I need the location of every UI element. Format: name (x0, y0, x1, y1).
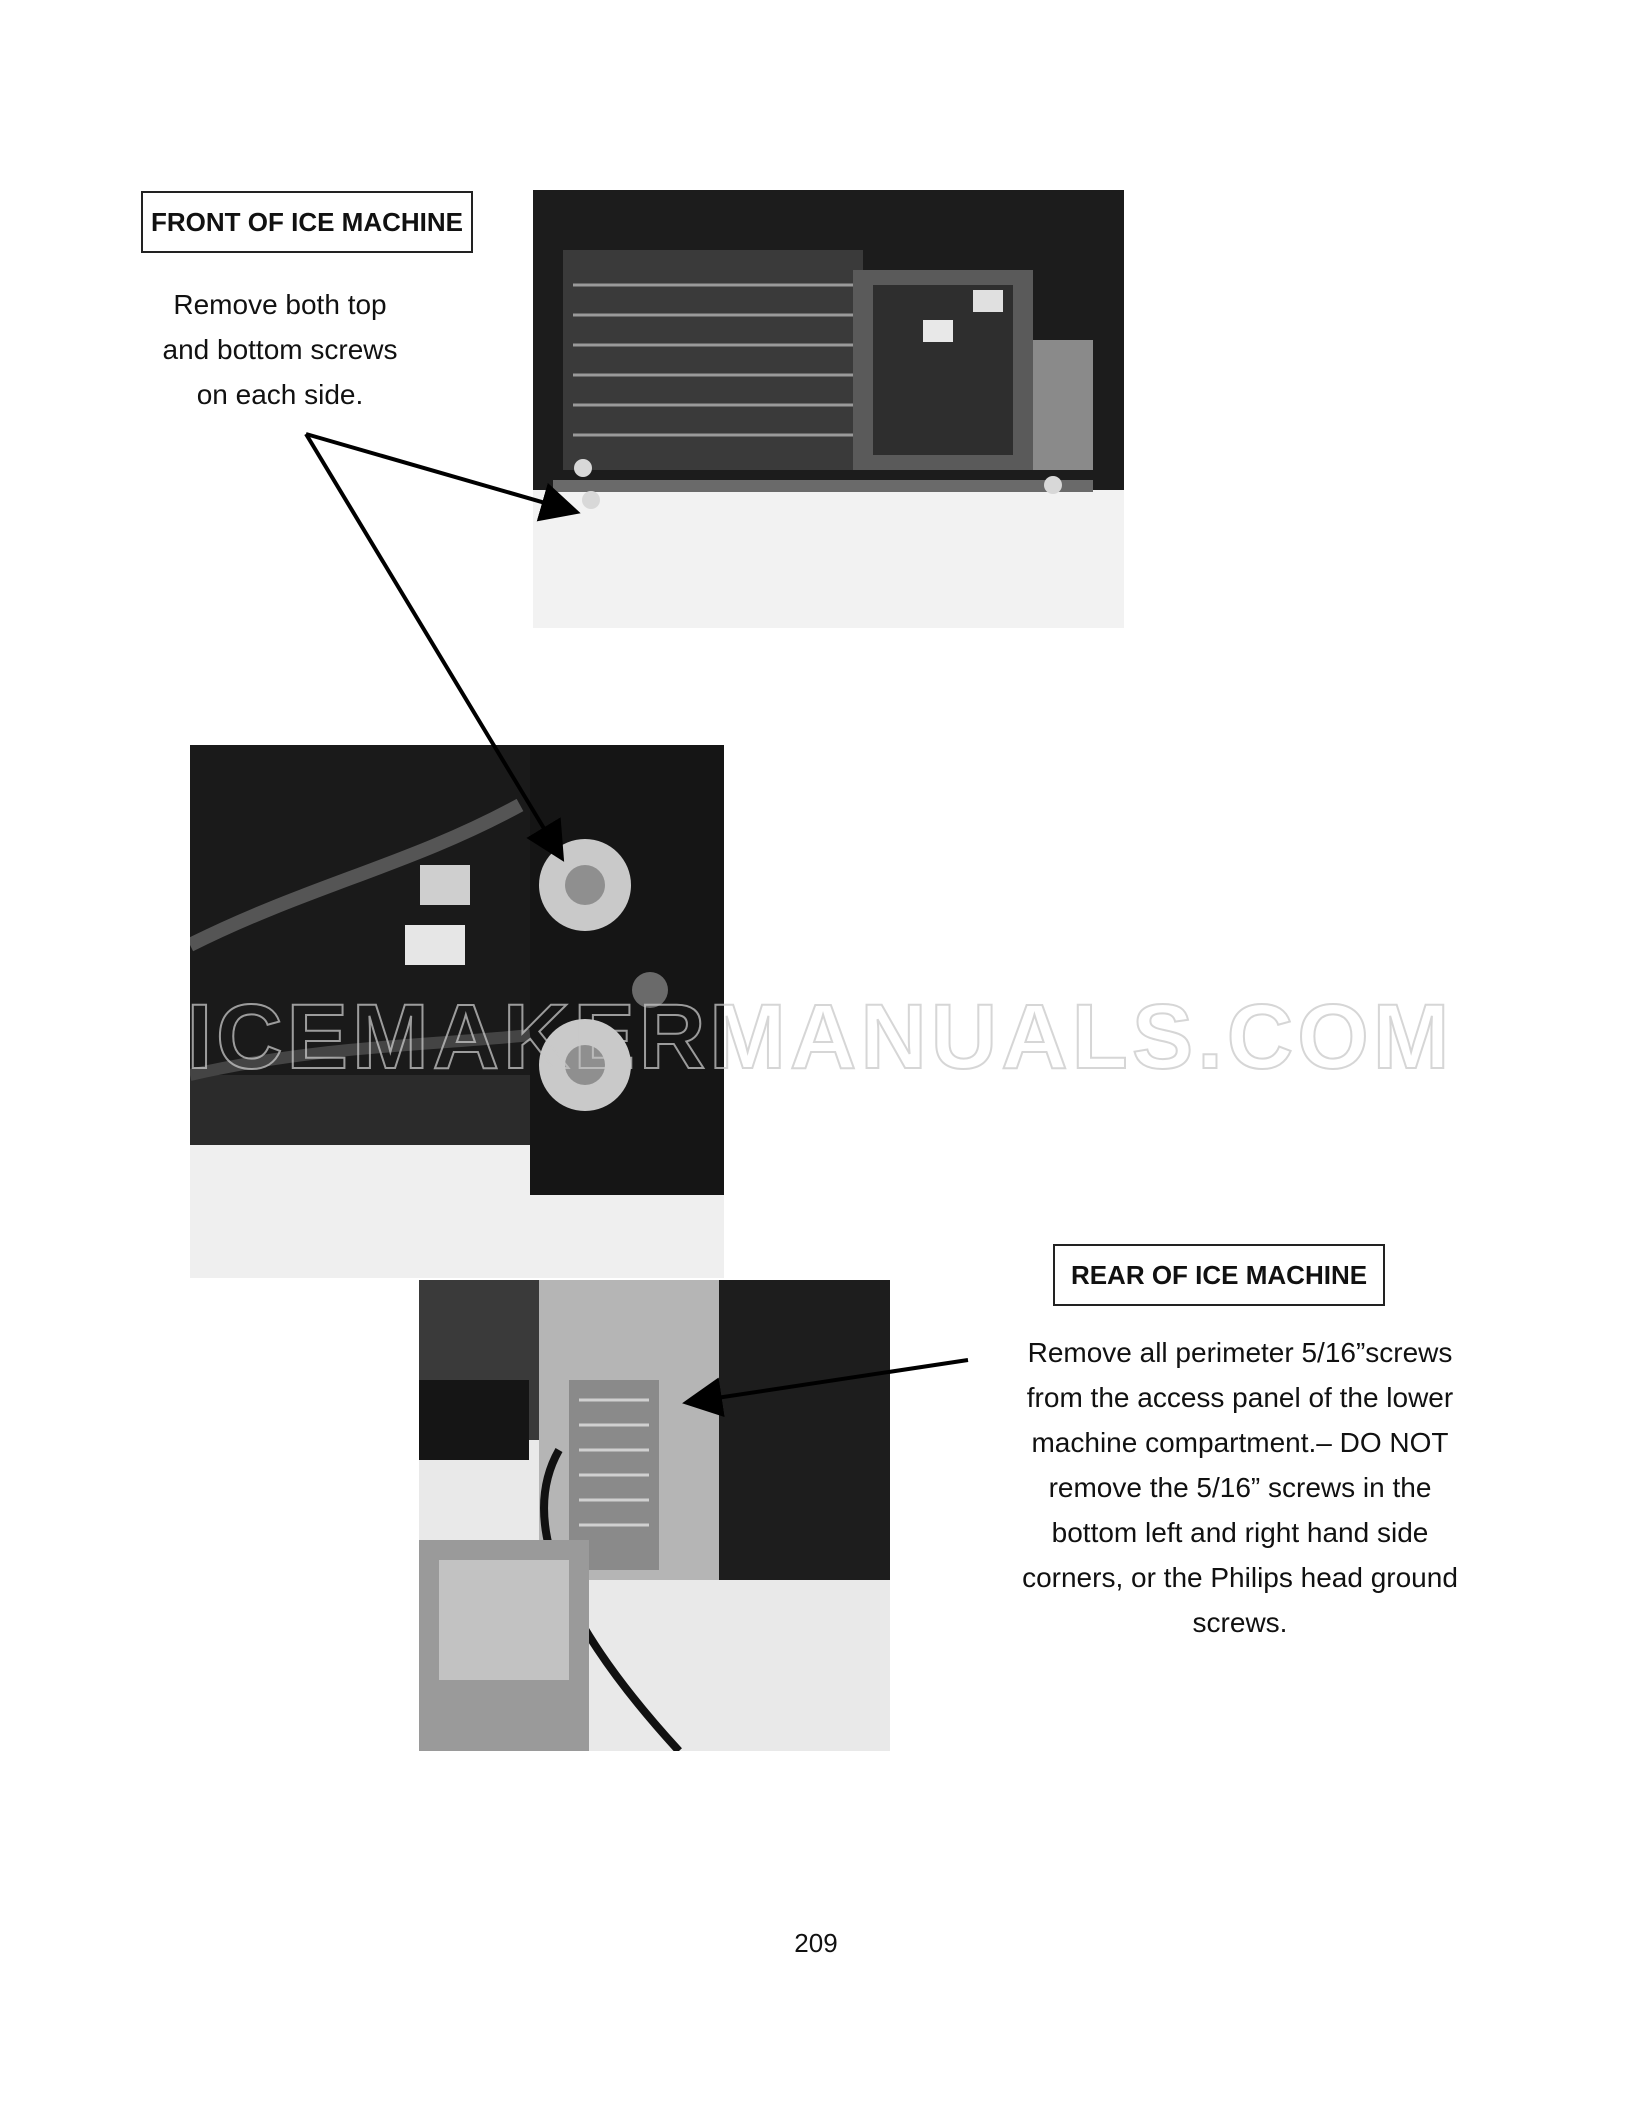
rear-instruction-line: corners, or the Philips head ground (1022, 1562, 1458, 1593)
rear-instruction-line: Remove all perimeter 5/16”screws (1027, 1337, 1453, 1368)
rear-instruction-line: bottom left and right hand side (1051, 1517, 1429, 1548)
watermark: ICEMAKERMANUALS.COM (186, 986, 1454, 1088)
front-label-text: FRONT OF ICE MACHINE (151, 206, 463, 237)
front-instruction-line: and bottom screws (162, 334, 398, 365)
photo-front-of-machine (533, 190, 1124, 628)
rear-instruction-line: screws. (1192, 1607, 1288, 1638)
front-label (141, 191, 473, 253)
photo-rear-of-machine (419, 1280, 890, 1751)
rear-label-text: REAR OF ICE MACHINE (1070, 1259, 1368, 1290)
rear-instruction-line: from the access panel of the lower (1026, 1382, 1454, 1413)
rear-label (1053, 1244, 1385, 1306)
rear-instructions (1000, 1330, 1480, 1645)
front-instruction-line: on each side. (196, 379, 364, 410)
page-number: 209 (794, 1928, 838, 1958)
front-instructions (130, 282, 430, 417)
front-instruction-line: Remove both top (173, 289, 387, 320)
rear-instruction-line: remove the 5/16” screws in the (1048, 1472, 1432, 1503)
rear-instruction-line: machine compartment.– DO NOT (1031, 1427, 1449, 1458)
